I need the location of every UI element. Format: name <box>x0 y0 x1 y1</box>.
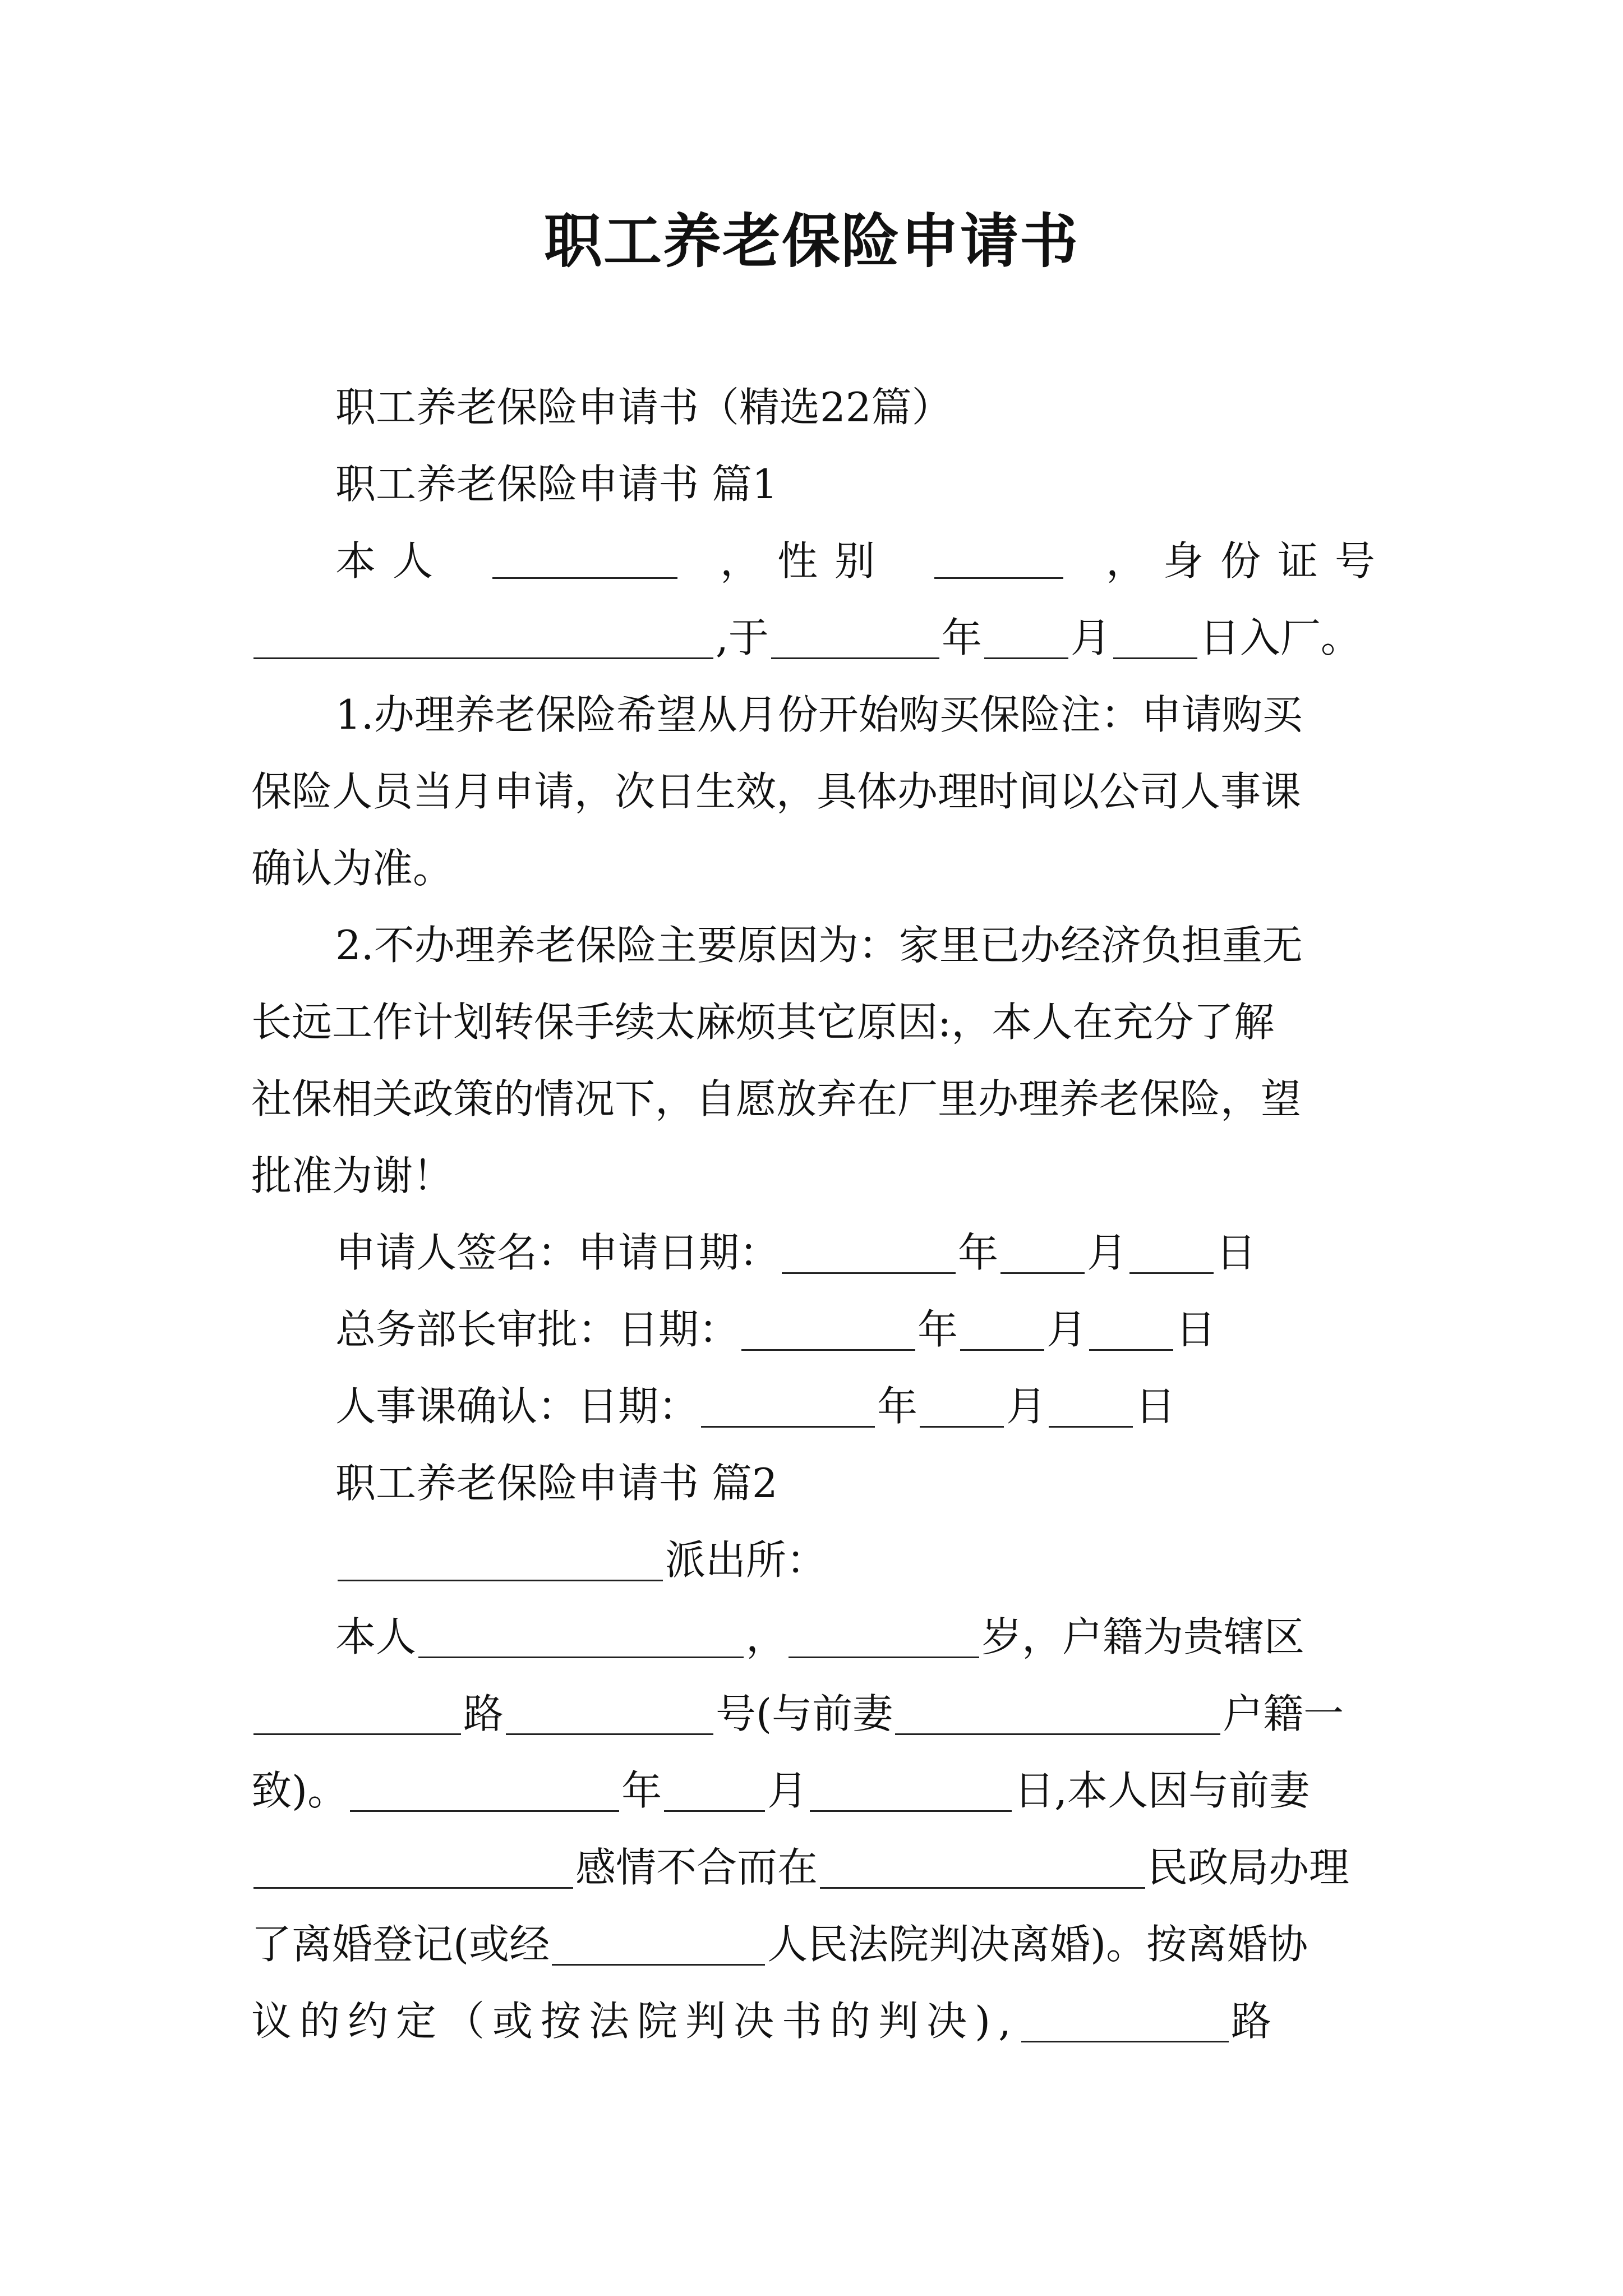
signature-line-general-affairs <box>251 1291 1392 1368</box>
fill-blank <box>1113 624 1197 659</box>
part2-paragraph-line <box>251 1599 1392 1676</box>
text-segment: 号(与前妻 <box>716 1690 893 1737</box>
text-segment: 致)。 <box>251 1767 348 1814</box>
fill-blank <box>771 624 939 659</box>
text-segment: 日 <box>1175 1306 1216 1353</box>
signature-line-applicant <box>251 1214 1392 1291</box>
fill-blank <box>701 1392 875 1428</box>
text-segment: 月 <box>1006 1383 1047 1430</box>
fill-blank <box>552 1930 765 1966</box>
signature-line-hr <box>251 1368 1392 1445</box>
text-segment: 日,本人因与前妻 <box>1014 1767 1310 1814</box>
text-segment: 月 <box>1087 1229 1128 1276</box>
part2-paragraph-line <box>251 1829 1392 1906</box>
text-segment: 日 <box>1135 1383 1176 1430</box>
paragraph-line: 2.不办理养老保险主要原因为：家里已办经济负担重无 <box>335 922 1303 969</box>
text-segment: 年 <box>958 1229 999 1276</box>
fill-blank <box>418 1623 744 1658</box>
text-segment: 路 <box>463 1690 504 1737</box>
fill-blank <box>664 1777 765 1812</box>
fill-blank <box>789 1623 979 1658</box>
text-segment: ， <box>746 1613 787 1660</box>
fill-blank <box>338 1546 663 1581</box>
paragraph-line: 1.办理养老保险希望从月份开始购买保险注：申请购买 <box>335 691 1303 738</box>
fill-blank <box>895 1700 1220 1735</box>
part2-paragraph-line <box>251 1676 1392 1752</box>
fill-blank <box>920 1392 1004 1428</box>
fill-blank <box>1049 1392 1133 1428</box>
fill-blank <box>253 1700 461 1735</box>
text-segment: 本人 <box>335 1613 417 1660</box>
fill-blank <box>506 1700 713 1735</box>
text-segment: 年 <box>941 614 982 661</box>
fill-blank <box>984 624 1068 659</box>
fill-blank <box>350 1777 619 1812</box>
text-segment: ，性别 <box>720 537 892 585</box>
paragraph-line: 保险人员当月申请，次日生效，具体办理时间以公司人事课 <box>251 768 1302 815</box>
fill-blank <box>934 544 1063 579</box>
text-segment: 总务部长审批：日期： <box>335 1306 740 1353</box>
fill-blank <box>782 1239 956 1274</box>
text-segment: 年 <box>621 1767 662 1814</box>
text-segment: 民政局办理 <box>1147 1844 1350 1891</box>
fill-blank <box>1021 2007 1229 2042</box>
part2-paragraph-line <box>251 1983 1392 2060</box>
text-segment: 人民法院判决离婚)。按离婚协 <box>767 1921 1308 1968</box>
fill-blank <box>253 1853 573 1889</box>
fill-blank <box>1089 1315 1173 1351</box>
text-segment: 年 <box>917 1306 958 1353</box>
paragraph-line: 确认为准。 <box>251 845 454 892</box>
text-segment: 日 <box>1216 1229 1257 1276</box>
text-segment: ，身份证号 <box>1105 537 1392 585</box>
part2-paragraph-line <box>251 1752 1392 1829</box>
text-segment: 人事课确认：日期： <box>335 1383 699 1430</box>
fill-blank <box>1129 1239 1214 1274</box>
text-segment: 申请人签名：申请日期： <box>335 1229 780 1276</box>
fill-blank <box>492 544 677 579</box>
text-segment: 路 <box>1230 1998 1279 2045</box>
text-segment: 年 <box>877 1383 918 1430</box>
text-segment: 感情不合而在 <box>575 1844 818 1891</box>
fill-blank <box>741 1315 915 1351</box>
part1-line2 <box>251 600 1392 677</box>
paragraph-line: 批准为谢！ <box>251 1152 454 1199</box>
part1-heading: 职工养老保险申请书 篇1 <box>335 461 778 508</box>
text-segment: 议的约定（或按法院判决书的判决), <box>251 1998 1019 2045</box>
text-segment: 户籍一 <box>1223 1690 1344 1737</box>
part2-paragraph-line <box>251 1906 1392 1983</box>
text-segment: ,于 <box>716 614 769 661</box>
text-segment: 月 <box>1046 1306 1087 1353</box>
fill-blank <box>810 1777 1012 1812</box>
text-segment: 了离婚登记(或经 <box>251 1921 550 1968</box>
fill-blank <box>960 1315 1044 1351</box>
text-segment: 月 <box>767 1767 808 1814</box>
paragraph-line: 长远工作计划转保手续太麻烦其它原因:，本人在充分了解 <box>251 999 1275 1046</box>
part1-line1 <box>251 523 1392 600</box>
part2-police-line <box>251 1522 1392 1599</box>
part2-heading: 职工养老保险申请书 篇2 <box>335 1460 778 1507</box>
text-segment: 岁，户籍为贵辖区 <box>981 1613 1305 1660</box>
paragraph-line: 社保相关政策的情况下，自愿放弃在厂里办理养老保险，望 <box>251 1075 1302 1122</box>
text-segment: 月 <box>1070 614 1111 661</box>
fill-blank <box>820 1853 1145 1889</box>
text-segment: 日入厂。 <box>1199 614 1361 661</box>
fill-blank <box>1000 1239 1085 1274</box>
document-title: 职工养老保险申请书 <box>543 206 1079 275</box>
text-segment: 本人 <box>335 537 450 585</box>
document-body <box>251 369 1392 2060</box>
text-segment: 派出所： <box>665 1536 827 1584</box>
subtitle: 职工养老保险申请书（精选22篇） <box>335 384 952 431</box>
fill-blank <box>253 624 713 659</box>
